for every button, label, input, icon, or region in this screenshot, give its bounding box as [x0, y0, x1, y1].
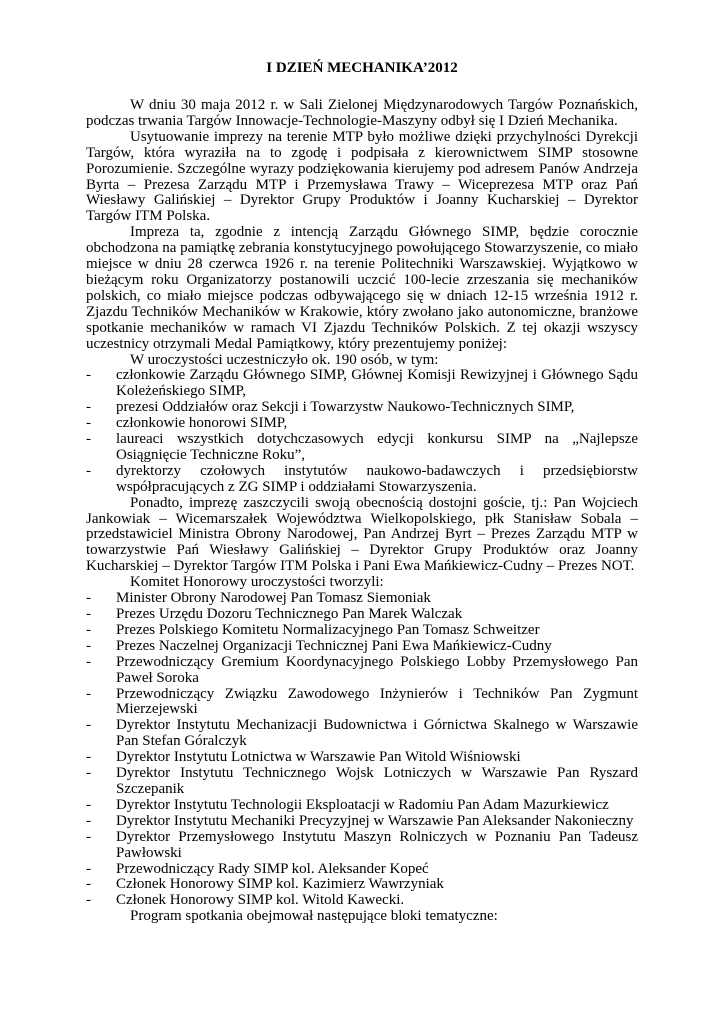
list-item-text: Przewodniczący Związku Zawodowego Inżynierów i Techników Pan Zygmunt Mierzejewski — [116, 685, 638, 718]
bullet-dash: - — [86, 415, 91, 432]
list-item — [86, 416, 638, 432]
list-item — [86, 750, 638, 766]
paragraph-guests: Ponadto, imprezę zaszczycili swoją obecnością dostojni goście, tj.: Pan Wojciech Jankowiak – Wicemarszałek Województwa Wielkopolskiego, płk Stanisław Sobala – przedstawiciel Ministra Obrony Narodowej, Pan Andrzej Byrt – Prezes Zarządu MTP w towarzystwie Pań Wiesławy Galińskiej – Dyrektor Grupy Produktów oraz Joanny Kucharskiej – Dyrektor Targów ITM Polska i Pani Ewa Mańkiewicz-Cudny – Prezes NOT. — [86, 494, 638, 575]
list-item-text: członkowie Zarządu Głównego SIMP, Głównej Komisji Rewizyjnej i Głównego Sądu Koleżeńskiego SIMP, — [116, 367, 638, 400]
bullet-dash: - — [86, 462, 91, 479]
bullet-dash: - — [86, 399, 91, 416]
list-item-text: Członek Honorowy SIMP kol. Witold Kawecki. — [116, 892, 405, 909]
list-item — [86, 862, 638, 878]
bullet-dash: - — [86, 606, 91, 622]
list-item — [86, 591, 638, 607]
list-item — [86, 464, 638, 496]
document-title: I DZIEŃ MECHANIKA’2012 — [266, 60, 458, 76]
paragraph-intro: W dniu 30 maja 2012 r. w Sali Zielonej Międzynarodowych Targów Poznańskich, podczas trwania Targów Innowacje-Technologie-Maszyny odbył się I Dzień Mechanika. — [86, 97, 638, 129]
bullet-dash: - — [86, 796, 91, 813]
list-item — [86, 830, 638, 862]
list-item-text: Dyrektor Instytutu Technologii Eksploatacji w Radomiu Pan Adam Mazurkiewicz — [116, 796, 609, 813]
paragraph-venue: Usytuowanie imprezy na terenie MTP było możliwe dzięki przychylności Dyrekcji Targów, która wyraziła na to zgodę i podpisała z kierownictwem SIMP stosowne Porozumienie. Szczególne wyrazy podziękowania kierujemy pod adresem Panów Andrzeja Byrta – Prezesa Zarządu MTP i Przemysława Trawy – Wiceprezesa MTP oraz Pań Wiesławy Galińskiej – Dyrektor Grupy Produktów i Joanny Kucharskiej – Dyrektor Targów ITM Polska. — [86, 128, 638, 225]
list-item — [86, 718, 638, 750]
bullet-dash: - — [86, 685, 91, 702]
bullet-dash: - — [86, 828, 91, 845]
bullet-dash: - — [86, 812, 91, 829]
list-item — [86, 687, 638, 719]
bullet-dash: - — [86, 621, 91, 638]
paragraph-occasion: Impreza ta, zgodnie z intencją Zarządu Głównego SIMP, będzie corocznie obchodzona na pamiątkę zebrania konstytucyjnego powołującego Stowarzyszenie, co miało miejsce w dniu 28 czerwca 1926 r. na terenie Politechniki Warszawskiej. Wyjątkowo w bieżącym roku Organizatorzy postanowili uczcić 100-lecie zrzeszania się mechaników polskich, co miało miejsce podczas odbywającego się w dniach 12-15 września 1912 r. Zjazdu Techników Mechaników w Krakowie, który zwołano jako autonomiczne, branżowe spotkanie mechaników w ramach VI Zjazdu Techników Polskich. Z tej okazji wszyscy uczestnicy otrzymali Medal Pamiątkowy, który prezentujemy poniżej: — [86, 224, 638, 352]
attendees-list — [86, 368, 638, 495]
bullet-dash: - — [86, 367, 91, 384]
document-body — [86, 98, 638, 925]
list-item-text: członkowie honorowi SIMP, — [116, 415, 288, 432]
list-item-text: prezesi Oddziałów oraz Sekcji i Towarzystw Naukowo-Technicznych SIMP, — [116, 399, 575, 416]
paragraph-committee-intro: Komitet Honorowy uroczystości tworzyli: — [130, 574, 384, 591]
list-item-text: Dyrektor Przemysłowego Instytutu Maszyn Rolniczych w Poznaniu Pan Tadeusz Pawłowski — [116, 828, 638, 861]
list-item-text: Dyrektor Instytutu Technicznego Wojsk Lotniczych w Warszawie Pan Ryszard Szczepanik — [116, 765, 638, 797]
bullet-dash: - — [86, 590, 91, 607]
list-item-text: Dyrektor Instytutu Mechanizacji Budownictwa i Górnictwa Skalnego w Warszawie Pan Stefan Góralczyk — [116, 717, 638, 750]
bullet-dash: - — [86, 749, 91, 766]
list-item — [86, 607, 638, 623]
bullet-dash: - — [86, 717, 91, 734]
bullet-dash: - — [86, 860, 91, 877]
list-item — [86, 432, 638, 464]
bullet-dash: - — [86, 876, 91, 893]
bullet-dash: - — [86, 892, 91, 909]
list-item-text: Prezes Polskiego Komitetu Normalizacyjnego Pan Tomasz Schweitzer — [116, 621, 540, 638]
list-item-text: Prezes Urzędu Dozoru Technicznego Pan Marek Walczak — [116, 606, 463, 622]
list-item — [86, 814, 638, 830]
bullet-dash: - — [86, 653, 91, 670]
paragraph-program-intro: Program spotkania obejmował następujące bloki tematyczne: — [130, 908, 498, 925]
paragraph-attendance: W uroczystości uczestniczyło ok. 190 osób, w tym: — [130, 351, 439, 368]
list-item-text: Członek Honorowy SIMP kol. Kazimierz Wawrzyniak — [116, 876, 444, 893]
list-item — [86, 877, 638, 893]
list-item-text: Przewodniczący Gremium Koordynacyjnego Polskiego Lobby Przemysłowego Pan Paweł Soroka — [116, 653, 638, 686]
list-item — [86, 400, 638, 416]
bullet-dash: - — [86, 765, 91, 782]
bullet-dash: - — [86, 637, 91, 654]
list-item-text: dyrektorzy czołowych instytutów naukowo-badawczych i przedsiębiorstw współpracujących z ZG SIMP i oddziałami Stowarzyszenia. — [116, 462, 638, 495]
list-item — [86, 798, 638, 814]
list-item-text: Dyrektor Instytutu Mechaniki Precyzyjnej w Warszawie Pan Aleksander Nakonieczny — [116, 812, 634, 829]
list-item-text: Przewodniczący Rady SIMP kol. Aleksander Kopeć — [116, 860, 429, 877]
list-item — [86, 623, 638, 639]
list-item — [86, 368, 638, 400]
list-item — [86, 639, 638, 655]
list-item-text: Prezes Naczelnej Organizacji Technicznej Pani Ewa Mańkiewicz-Cudny — [116, 637, 552, 654]
committee-list — [86, 591, 638, 909]
list-item-text: Dyrektor Instytutu Lotnictwa w Warszawie Pan Witold Wiśniowski — [116, 749, 521, 766]
list-item — [86, 766, 638, 798]
list-item-text: Minister Obrony Narodowej Pan Tomasz Siemoniak — [116, 590, 431, 607]
list-item — [86, 655, 638, 687]
list-item — [86, 893, 638, 909]
list-item-text: laureaci wszystkich dotychczasowych edycji konkursu SIMP na „Najlepsze Osiągnięcie Techniczne Roku”, — [116, 431, 638, 463]
bullet-dash: - — [86, 431, 91, 448]
